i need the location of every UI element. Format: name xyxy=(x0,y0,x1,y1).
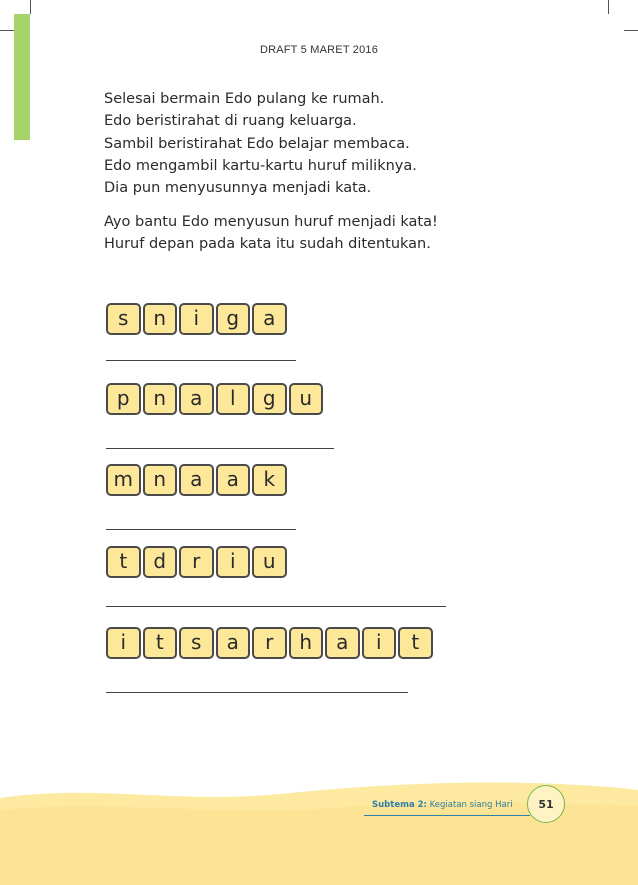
story-line: Dia pun menyusunnya menjadi kata. xyxy=(104,180,372,197)
subtema-label: Subtema 2: xyxy=(372,800,427,810)
side-accent-bar xyxy=(14,14,30,140)
letter-tile: k xyxy=(252,464,287,496)
letter-tile: a xyxy=(216,627,251,659)
story-line: Edo beristirahat di ruang keluarga. xyxy=(104,113,357,130)
crop-mark xyxy=(30,0,31,14)
letter-tile: i xyxy=(216,546,251,578)
letter-tile: n xyxy=(143,464,178,496)
crop-mark xyxy=(608,0,609,14)
answer-line[interactable] xyxy=(106,606,446,607)
letter-tile: u xyxy=(252,546,287,578)
letter-tile: g xyxy=(252,383,287,415)
crop-mark xyxy=(624,30,638,31)
story-paragraph xyxy=(104,88,417,199)
letter-tile: t xyxy=(143,627,178,659)
subtema-title: Kegiatan siang Hari xyxy=(429,800,513,810)
story-line: Sambil beristirahat Edo belajar membaca. xyxy=(104,135,410,152)
story-line: Selesai bermain Edo pulang ke rumah. xyxy=(104,91,385,107)
letter-tile: a xyxy=(216,464,251,496)
letter-tile: s xyxy=(106,303,141,335)
answer-line[interactable] xyxy=(106,360,296,361)
instruction-line: Huruf depan pada kata itu sudah ditentukan. xyxy=(104,236,431,253)
letter-tile: s xyxy=(179,627,214,659)
letter-tile: r xyxy=(252,627,287,659)
letter-tile: a xyxy=(179,464,214,496)
letter-tile: n xyxy=(143,303,178,335)
instruction-line: Ayo bantu Edo menyusun huruf menjadi kata! xyxy=(104,214,438,230)
letter-tile: g xyxy=(216,303,251,335)
letter-tile: h xyxy=(289,627,324,659)
answer-line[interactable] xyxy=(106,448,334,449)
letter-tiles-row xyxy=(106,546,287,578)
letter-tile: i xyxy=(362,627,397,659)
answer-line[interactable] xyxy=(106,692,408,693)
subtema-underline xyxy=(364,815,530,816)
letter-tile: t xyxy=(398,627,433,659)
letter-tiles-row xyxy=(106,383,323,415)
answer-line[interactable] xyxy=(106,529,296,530)
crop-mark xyxy=(0,30,14,31)
letter-tile: a xyxy=(252,303,287,335)
story-line: Edo mengambil kartu-kartu huruf miliknya. xyxy=(104,157,417,174)
subtema-caption xyxy=(372,800,513,810)
letter-tile: n xyxy=(143,383,178,415)
letter-tile: i xyxy=(179,303,214,335)
letter-tiles-row xyxy=(106,464,287,496)
letter-tile: t xyxy=(106,546,141,578)
letter-tiles-row xyxy=(106,627,433,659)
letter-tile: u xyxy=(289,383,324,415)
letter-tile: a xyxy=(179,383,214,415)
letter-tile: i xyxy=(106,627,141,659)
letter-tile: m xyxy=(106,464,141,496)
letter-tile: r xyxy=(179,546,214,578)
letter-tiles-row xyxy=(106,303,287,335)
page-number-badge: 51 xyxy=(527,785,565,823)
letter-tile: a xyxy=(325,627,360,659)
draft-label: DRAFT 5 MARET 2016 xyxy=(259,44,379,56)
instruction-paragraph xyxy=(104,211,438,256)
letter-tile: p xyxy=(106,383,141,415)
letter-tile: d xyxy=(143,546,178,578)
letter-tile: l xyxy=(216,383,251,415)
